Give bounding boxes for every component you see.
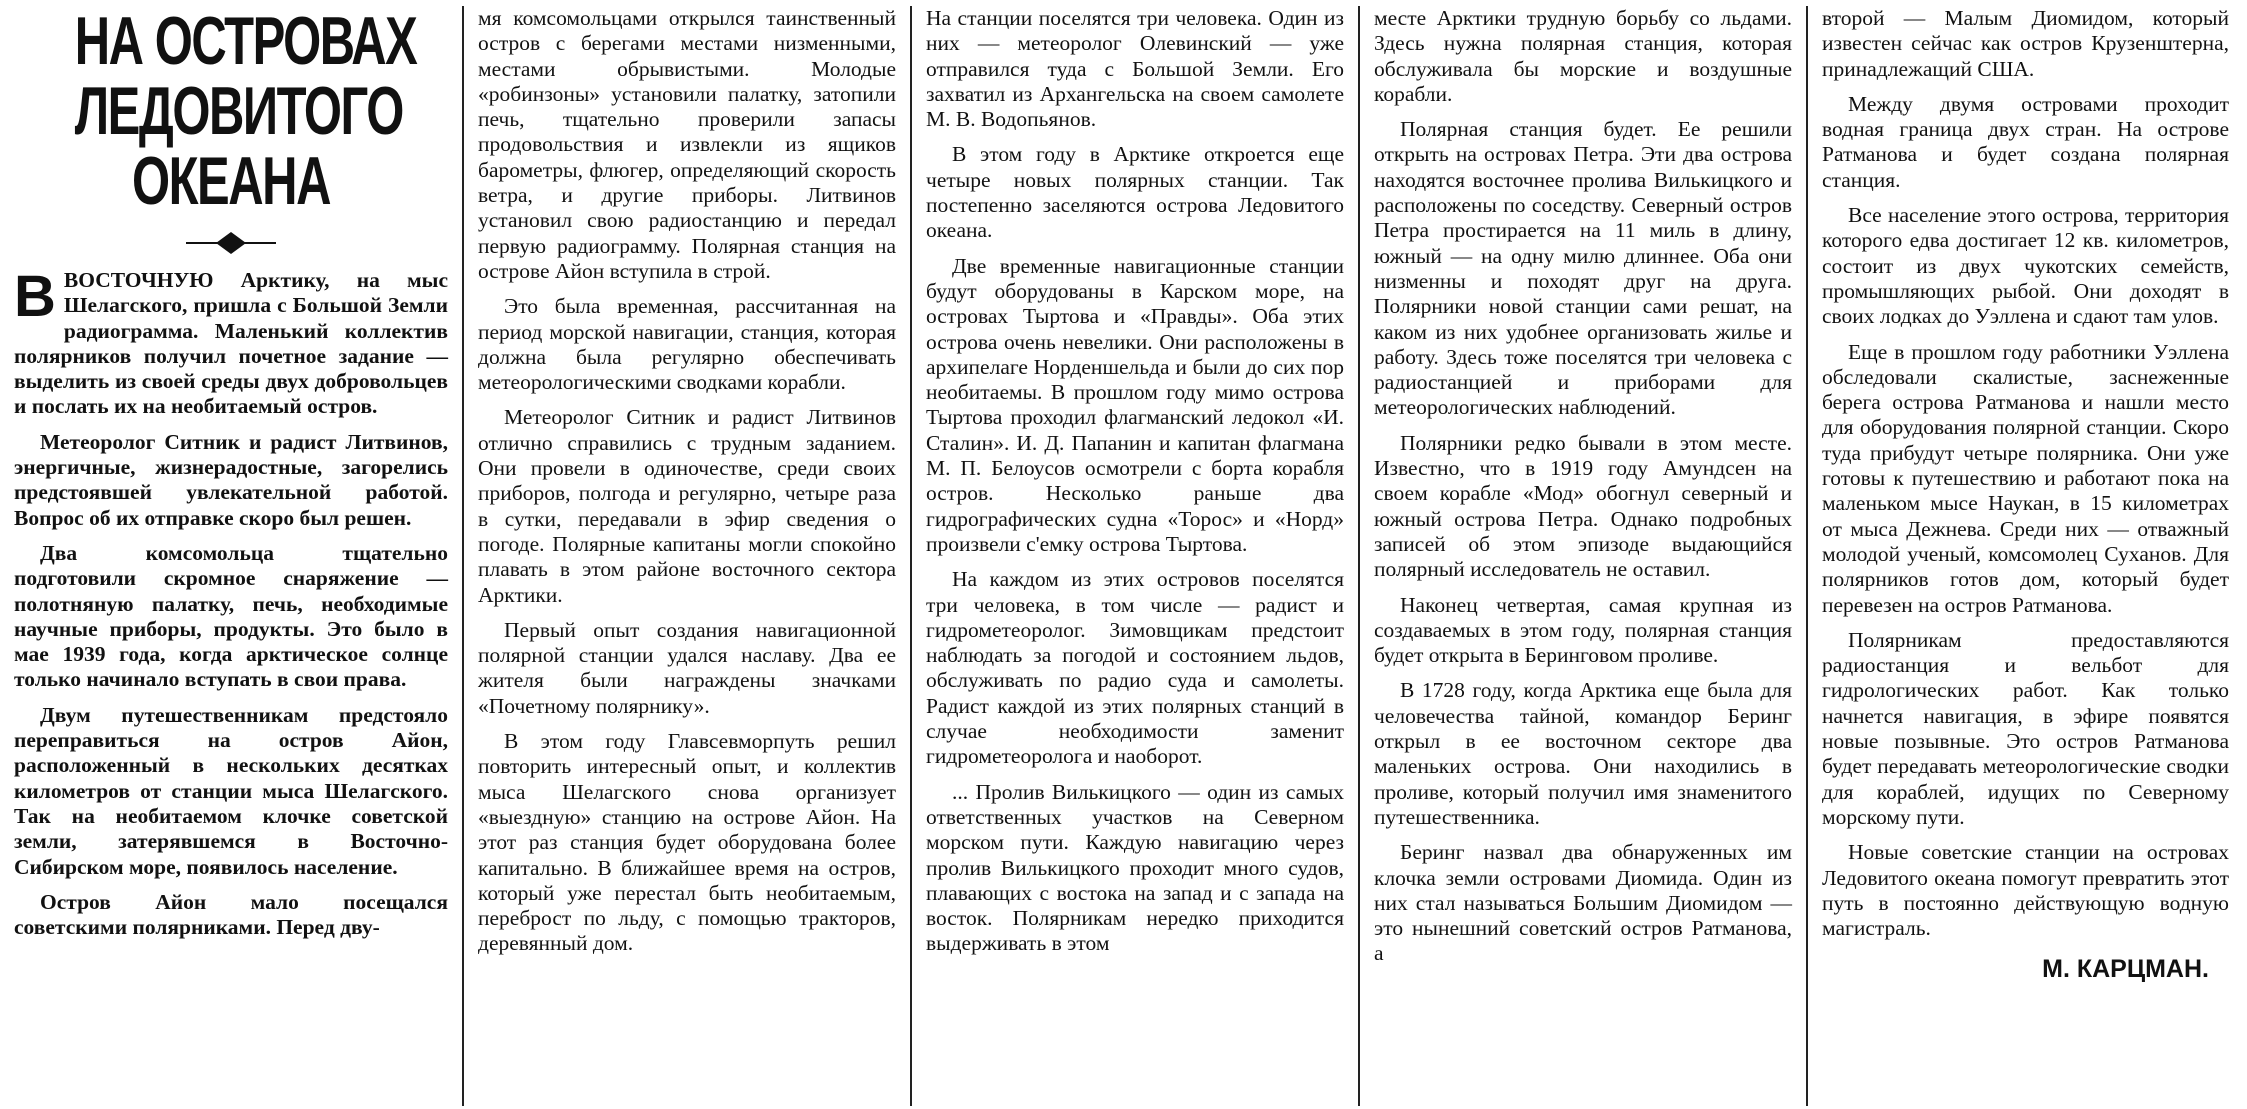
paragraph: второй — Малым Диомидом, который известен сейчас как остров Крузенштерна, принадлежащий США.: [1822, 6, 2229, 81]
paragraph: Метеоролог Ситник и радист Литвинов, энергичные, жизнерадостные, загорелись предстоявшей увлекательной работой. Вопрос об их отправке скоро был решен.: [14, 429, 448, 530]
paragraph: Наконец четвертая, самая крупная из создаваемых в этом году, полярная станция будет открыта в Беринговом проливе.: [1374, 592, 1792, 668]
paragraph: Две временные навигационные станции будут оборудованы в Карском море, на островах Тыртова и «Правды». Оба этих острова очень невелики. Они расположены в архипелаге Норденшельда и были до сих пор необитаемы. В прошлом году мимо острова Тыртова проходил флагманский ледокол «И. Сталин». И. Д. Папанин и капитан флагмана М. П. Белоусов осмотрели с борта корабля остров. Несколько раньше два гидрографических судна «Торос» и «Норд» произвели с'емку острова Тыртова.: [926, 253, 1344, 556]
column-4: [1360, 6, 1808, 1106]
column-5: [1808, 6, 2243, 1106]
author-signature: М. КАРЦМАН.: [2042, 955, 2209, 984]
paragraph: Новые советские станции на островах Ледовитого океана помогут превратить этот путь в постоянно действующую водную магистраль.: [1822, 840, 2229, 941]
paragraph: В этом году в Арктике откроется еще четыре новых полярных станции. Так постепенно заселяются острова Ледовитого океана.: [926, 142, 1344, 243]
paragraph: На каждом из этих островов поселятся три человека, в том числе — радист и гидрометеоролог. Зимовщикам предстоит наблюдать за погодой и состоянием льдов, обслуживать по радио суда и самолеты. Радист каждой из этих полярных станций в случае необходимости заменит гидрометеоролога и наоборот.: [926, 567, 1344, 769]
headline-line-2: ЛЕДОВИТОГО: [74, 73, 403, 149]
paragraph: ... Пролив Вилькицкого — один из самых ответственных участков на Северном морском пути. Каждую навигацию через пролив Вилькицкого проходит много судов, плавающих с востока на запад и с запада на восток. Полярникам нередко приходится выдерживать в этом: [926, 779, 1344, 956]
column-2: [464, 6, 912, 1106]
paragraph: Два комсомольца тщательно подготовили скромное снаряжение — полотняную палатку, печь, необходимые научные приборы, продукты. Это было в мае 1939 года, когда арктическое солнце только начинало вступать в свои права.: [14, 540, 448, 692]
headline-line-1: НА ОСТРОВАХ: [74, 6, 417, 79]
paragraph: Беринг назвал два обнаруженных им клочка земли островами Диомида. Один из них стал называться Большим Диомидом — это нынешний советский остров Ратманова, а: [1374, 840, 1792, 966]
paragraph: мя комсомольцами открылся таинственный остров с берегами местами низменными, местами обрывистыми. Молодые «робинзоны» установили палатку, затопили печь, тщательно проверили запасы продовольствия и извлекли из ящиков барометры, флюгер, определяющий скорость ветра, и другие приборы. Литвинов установил свою радиостанцию и передал первую радиограмму. Полярная станция на острове Айон вступила в строй.: [478, 6, 896, 283]
paragraph: В 1728 году, когда Арктика еще была для человечества тайной, командор Беринг открыл в ее восточном секторе два маленьких острова. Они находились в проливе, который получил имя знаменитого путешественника.: [1374, 678, 1792, 829]
paragraph-text: ВОСТОЧНУЮ Арктику, на мыс Шелагского, пришла с Большой Земли радиограмма. Маленький коллектив полярников получил почетное задание — выделить из своей среды двух добровольцев и послать их на необитаемый остров.: [14, 268, 448, 419]
paragraph: Метеоролог Ситник и радист Литвинов отлично справились с трудным заданием. Они провели в одиночестве, среди своих приборов, полгода и регулярно, четыре раза в сутки, передавали в эфир сведения о погоде. Полярные капитаны могли спокойно плавать в этом районе восточного сектора Арктики.: [478, 405, 896, 607]
drop-cap: В: [14, 264, 56, 329]
paragraph: месте Арктики трудную борьбу со льдами. Здесь нужна полярная станция, которая обслуживала бы морские и воздушные корабли.: [1374, 6, 1792, 106]
paragraph: [14, 264, 448, 420]
paragraph: Полярники редко бывали в этом месте. Известно, что в 1919 году Амундсен на своем корабле «Мод» обогнул северный и южный острова Петра. Однако подробных записей об этом эпизоде выдающийся полярный исследователь не оставил.: [1374, 430, 1792, 582]
paragraph: В этом году Главсевморпуть решил повторить интересный опыт, и коллектив мыса Шелагского снова организует «выездную» станцию на острове Айон. На этот раз станция будет оборудована более капитально. В ближайшее время на остров, который уже перестал быть необитаемым, переброст по льду, с помощью тракторов, деревянный дом.: [478, 729, 896, 956]
paragraph: Еще в прошлом году работники Уэллена обследовали скалистые, заснеженные берега острова Ратманова и нашли место для оборудования полярной станции. Скоро туда прибудут четыре полярника. Они уже готовы к путешествию и работают пока на маленьком мысе Наукан, в 15 километрах от мыса Дежнева. Среди них — отважный молодой ученый, комсомолец Суханов. Для полярников готов дом, который будет перевезен на остров Ратманова.: [1822, 339, 2229, 617]
paragraph: Полярникам предоставляются радиостанция и вельбот для гидрологических работ. Как только начнется навигация, в эфире появятся новые позывные. Это остров Ратманова будет передавать метеорологические сводки для кораблей, идущих по Северному морскому пути.: [1822, 627, 2229, 829]
paragraph: Двум путешественникам предстояло переправиться на остров Айон, расположенный в нескольких десятках километров от станции мыса Шелагского. Так на необитаемом клочке советской земли, затерявшемся в Восточно-Сибирском море, появилось население.: [14, 702, 448, 879]
paragraph: Полярная станция будет. Ее решили открыть на островах Петра. Эти два острова находятся восточнее пролива Вилькицкого и расположены по соседству. Северный остров Петра простирается на 11 миль в длину, южный — на одну милю длиннее. Оба они низменны и походят друг на друга. Полярники новой станции сами решат, на каком из них удобнее организовать жилье и работу. Здесь тоже поселятся три человека с радиостанцией и приборами для метеорологических наблюдений.: [1374, 117, 1792, 420]
paragraph: Остров Айон мало посещался советскими полярниками. Перед дву-: [14, 889, 448, 940]
paragraph: На станции поселятся три человека. Один из них — метеоролог Олевинский — уже отправился туда с Большой Земли. Его захватил из Архангельска на своем самолете М. В. Водопьянов.: [926, 6, 1344, 132]
article-headline: [74, 6, 417, 219]
paragraph: Это была временная, рассчитанная на период морской навигации, станция, которая должна была регулярно обеспечивать метеорологическими сводками корабли.: [478, 294, 896, 395]
paragraph: Все население этого острова, территория которого едва достигает 12 кв. километров, состоит из двух чукотских семейств, промышляющих рыбой. Они доходят в своих лодках до Уэллена и сдают там улов.: [1822, 203, 2229, 329]
headline-line-3: ОКЕАНА: [131, 143, 331, 219]
paragraph: Первый опыт создания навигационной полярной станции удался наславу. Два ее жителя были награждены значками «Почетному полярнику».: [478, 617, 896, 718]
diamond-ornament-icon: [14, 230, 448, 256]
column-1: [4, 6, 464, 1106]
column-3: [912, 6, 1360, 1106]
paragraph: Между двумя островами проходит водная граница двух стран. На острове Ратманова и будет создана полярная станция.: [1822, 91, 2229, 192]
